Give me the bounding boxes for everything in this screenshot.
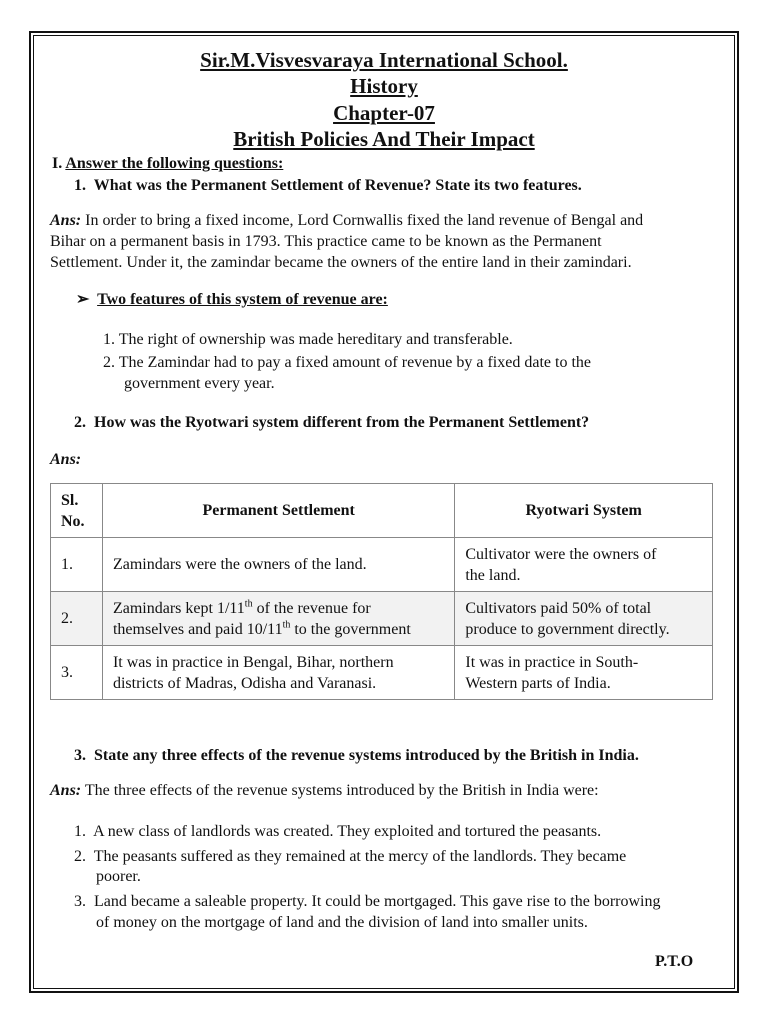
- table-row: [51, 592, 713, 646]
- feature-text: The right of ownership was made hereditary and transferable.: [118, 331, 513, 348]
- answer-3-label: Ans:: [50, 782, 82, 799]
- question-2-number: 2.: [74, 414, 86, 431]
- question-1: [74, 175, 582, 196]
- row-sl: 3.: [51, 646, 103, 700]
- cell-text: themselves and paid 10/11: [112, 620, 283, 638]
- table-row: [51, 538, 713, 592]
- section-heading-text: Answer the following questions:: [65, 155, 284, 172]
- row-sl: 1.: [51, 538, 103, 592]
- features-heading: [76, 289, 388, 310]
- subject-title: History: [350, 74, 418, 98]
- section-heading: [52, 153, 283, 174]
- header-sl-no: [51, 484, 103, 538]
- row-permanent-settlement: Zamindars were the owners of the land.: [102, 538, 454, 592]
- question-3: [74, 745, 639, 766]
- effect-text-continued: poorer.: [96, 868, 141, 885]
- effect-number: 2.: [74, 848, 86, 865]
- row-ryotwari: [455, 538, 713, 592]
- header-no: No.: [61, 512, 85, 530]
- cell-line: It was in practice in Bengal, Bihar, northern: [112, 653, 394, 671]
- cell-line: districts of Madras, Odisha and Varanasi.: [112, 674, 377, 692]
- header-ryotwari-system: Ryotwari System: [455, 484, 713, 538]
- answer-1-line-2: Bihar on a permanent basis in 1793. This practice came to be known as the Permanent: [50, 233, 602, 250]
- effect-item: [74, 821, 601, 842]
- cell-line: Cultivator were the owners of: [465, 545, 657, 563]
- feature-number: 1.: [103, 331, 115, 348]
- answer-1-line-1: [50, 210, 643, 231]
- cell-line: produce to government directly.: [465, 620, 670, 638]
- question-2-text: How was the Ryotwari system different from the Permanent Settlement?: [94, 414, 590, 431]
- feature-text-continued: government every year.: [124, 375, 275, 392]
- row-sl: 2.: [51, 592, 103, 646]
- answer-1-label: Ans:: [50, 212, 82, 229]
- cell-text: of the revenue for: [252, 599, 371, 617]
- effect-text-continued: of money on the mortgage of land and the division of land into smaller units.: [96, 914, 588, 931]
- features-heading-text: Two features of this system of revenue are:: [97, 291, 388, 308]
- chapter-number: Chapter-07: [333, 101, 435, 125]
- question-3-number: 3.: [74, 747, 86, 764]
- row-permanent-settlement: [102, 592, 454, 646]
- answer-3-intro-text: The three effects of the revenue systems introduced by the British in India were:: [84, 782, 599, 799]
- feature-item: [103, 329, 513, 350]
- superscript: th: [244, 598, 253, 610]
- arrow-bullet-icon: ➢: [76, 291, 90, 308]
- question-1-text: What was the Permanent Settlement of Revenue? State its two features.: [93, 177, 582, 194]
- cell-line: the land.: [465, 566, 521, 584]
- section-number: I.: [52, 155, 63, 172]
- effect-item: [74, 846, 626, 867]
- answer-1-line-3: Settlement. Under it, the zamindar became the owners of the entire land in their zamindari.: [50, 254, 632, 271]
- superscript: th: [282, 619, 291, 631]
- table-header-row: [51, 484, 713, 538]
- question-3-text: State any three effects of the revenue systems introduced by the British in India.: [94, 747, 639, 764]
- table-row: [51, 646, 713, 700]
- feature-item: [103, 352, 591, 373]
- effect-text: A new class of landlords was created. They exploited and tortured the peasants.: [93, 823, 602, 840]
- cell-text: to the government: [290, 620, 411, 638]
- row-ryotwari: [455, 646, 713, 700]
- question-1-number: 1.: [74, 177, 86, 194]
- header-permanent-settlement: Permanent Settlement: [102, 484, 454, 538]
- chapter-title: British Policies And Their Impact: [233, 127, 535, 151]
- effect-text: The peasants suffered as they remained at the mercy of the landlords. They became: [93, 848, 627, 865]
- row-permanent-settlement: [102, 646, 454, 700]
- effect-number: 1.: [74, 823, 86, 840]
- pto-note: P.T.O: [655, 953, 694, 970]
- effect-item: [74, 891, 660, 912]
- answer-2-label: Ans:: [50, 451, 82, 468]
- header-sl: Sl.: [61, 491, 79, 509]
- cell-line: It was in practice in South-: [465, 653, 639, 671]
- cell-line: Cultivators paid 50% of total: [465, 599, 652, 617]
- comparison-table: [50, 483, 713, 700]
- question-2: [74, 412, 589, 433]
- cell-line: Western parts of India.: [465, 674, 611, 692]
- row-ryotwari: [455, 592, 713, 646]
- feature-number: 2.: [103, 354, 115, 371]
- effect-text: Land became a saleable property. It could be mortgaged. This gave rise to the borrowing: [94, 893, 661, 910]
- effect-number: 3.: [74, 893, 86, 910]
- answer-1-text-1: In order to bring a fixed income, Lord Cornwallis fixed the land revenue of Bengal and: [85, 212, 644, 229]
- cell-text: Zamindars kept 1/11: [112, 599, 245, 617]
- school-name: Sir.M.Visvesvaraya International School.: [200, 48, 568, 72]
- feature-text: The Zamindar had to pay a fixed amount of revenue by a fixed date to the: [118, 354, 591, 371]
- answer-3-intro: [50, 780, 599, 801]
